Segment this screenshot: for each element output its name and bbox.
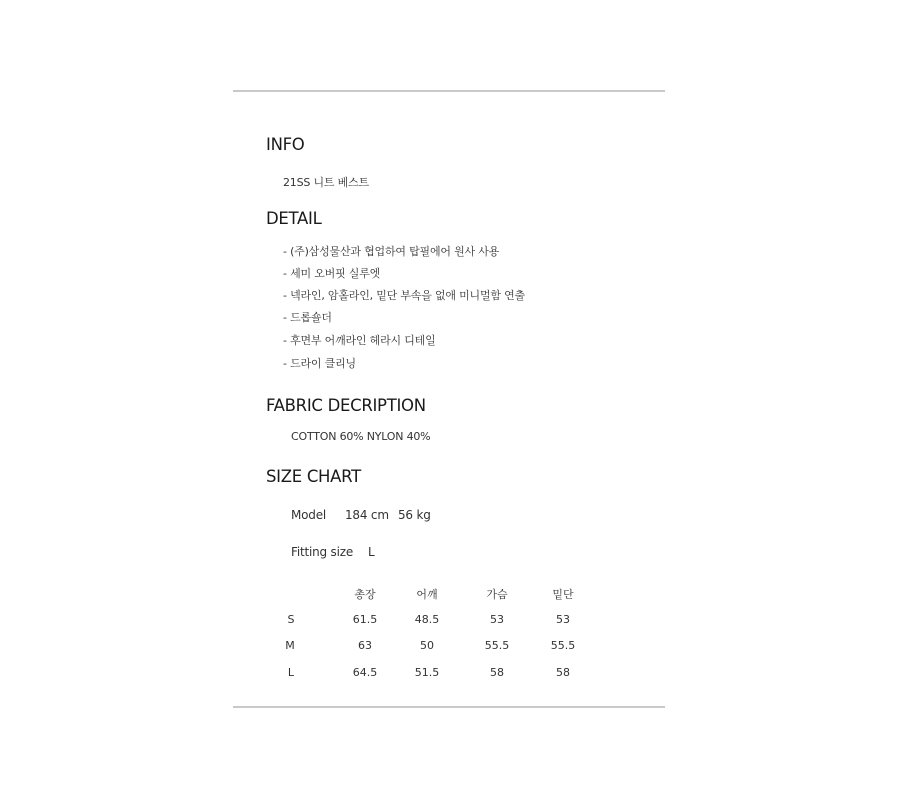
info-heading: INFO [266,135,305,154]
size-label: L [287,666,295,679]
table-cell: 53 [556,613,570,626]
model-label: Model [291,508,327,522]
size-label: S [287,613,295,626]
column-header: 어깨 [416,588,438,601]
column-header: 총장 [354,588,376,601]
detail-item: - 세미 오버핏 실루엣 [283,267,381,280]
table-cell: 50 [420,639,434,652]
table-cell: 55.5 [550,639,576,652]
model-weight: 56 kg [398,508,431,522]
table-cell: 53 [490,613,504,626]
bottom-divider [233,706,665,708]
fitting-size-value: L [368,545,375,559]
detail-item: - (주)삼성물산과 협업하여 탑필에어 원사 사용 [283,245,500,258]
detail-item: - 드롭숄더 [283,311,332,324]
table-cell: 48.5 [414,613,440,626]
detail-item: - 드라이 클리닝 [283,357,356,370]
top-divider [233,90,665,92]
size-chart-heading: SIZE CHART [266,467,361,486]
table-cell: 51.5 [414,666,440,679]
fitting-size-label: Fitting size [291,545,354,559]
table-cell: 58 [490,666,504,679]
detail-item: - 후면부 어깨라인 헤라시 디테일 [283,334,436,347]
table-cell: 55.5 [484,639,510,652]
column-header: 밑단 [552,588,574,601]
size-label: M [285,639,295,652]
product-name: 21SS 니트 베스트 [283,176,369,189]
table-cell: 64.5 [352,666,378,679]
fabric-composition: COTTON 60% NYLON 40% [291,430,431,443]
fabric-heading: FABRIC DECRIPTION [266,396,426,415]
table-cell: 58 [556,666,570,679]
model-height: 184 cm [345,508,389,522]
detail-heading: DETAIL [266,209,322,228]
table-cell: 63 [358,639,372,652]
detail-item: - 넥라인, 암홀라인, 밑단 부속을 없애 미니멀함 연출 [283,289,525,302]
column-header: 가슴 [486,588,508,601]
table-cell: 61.5 [352,613,378,626]
